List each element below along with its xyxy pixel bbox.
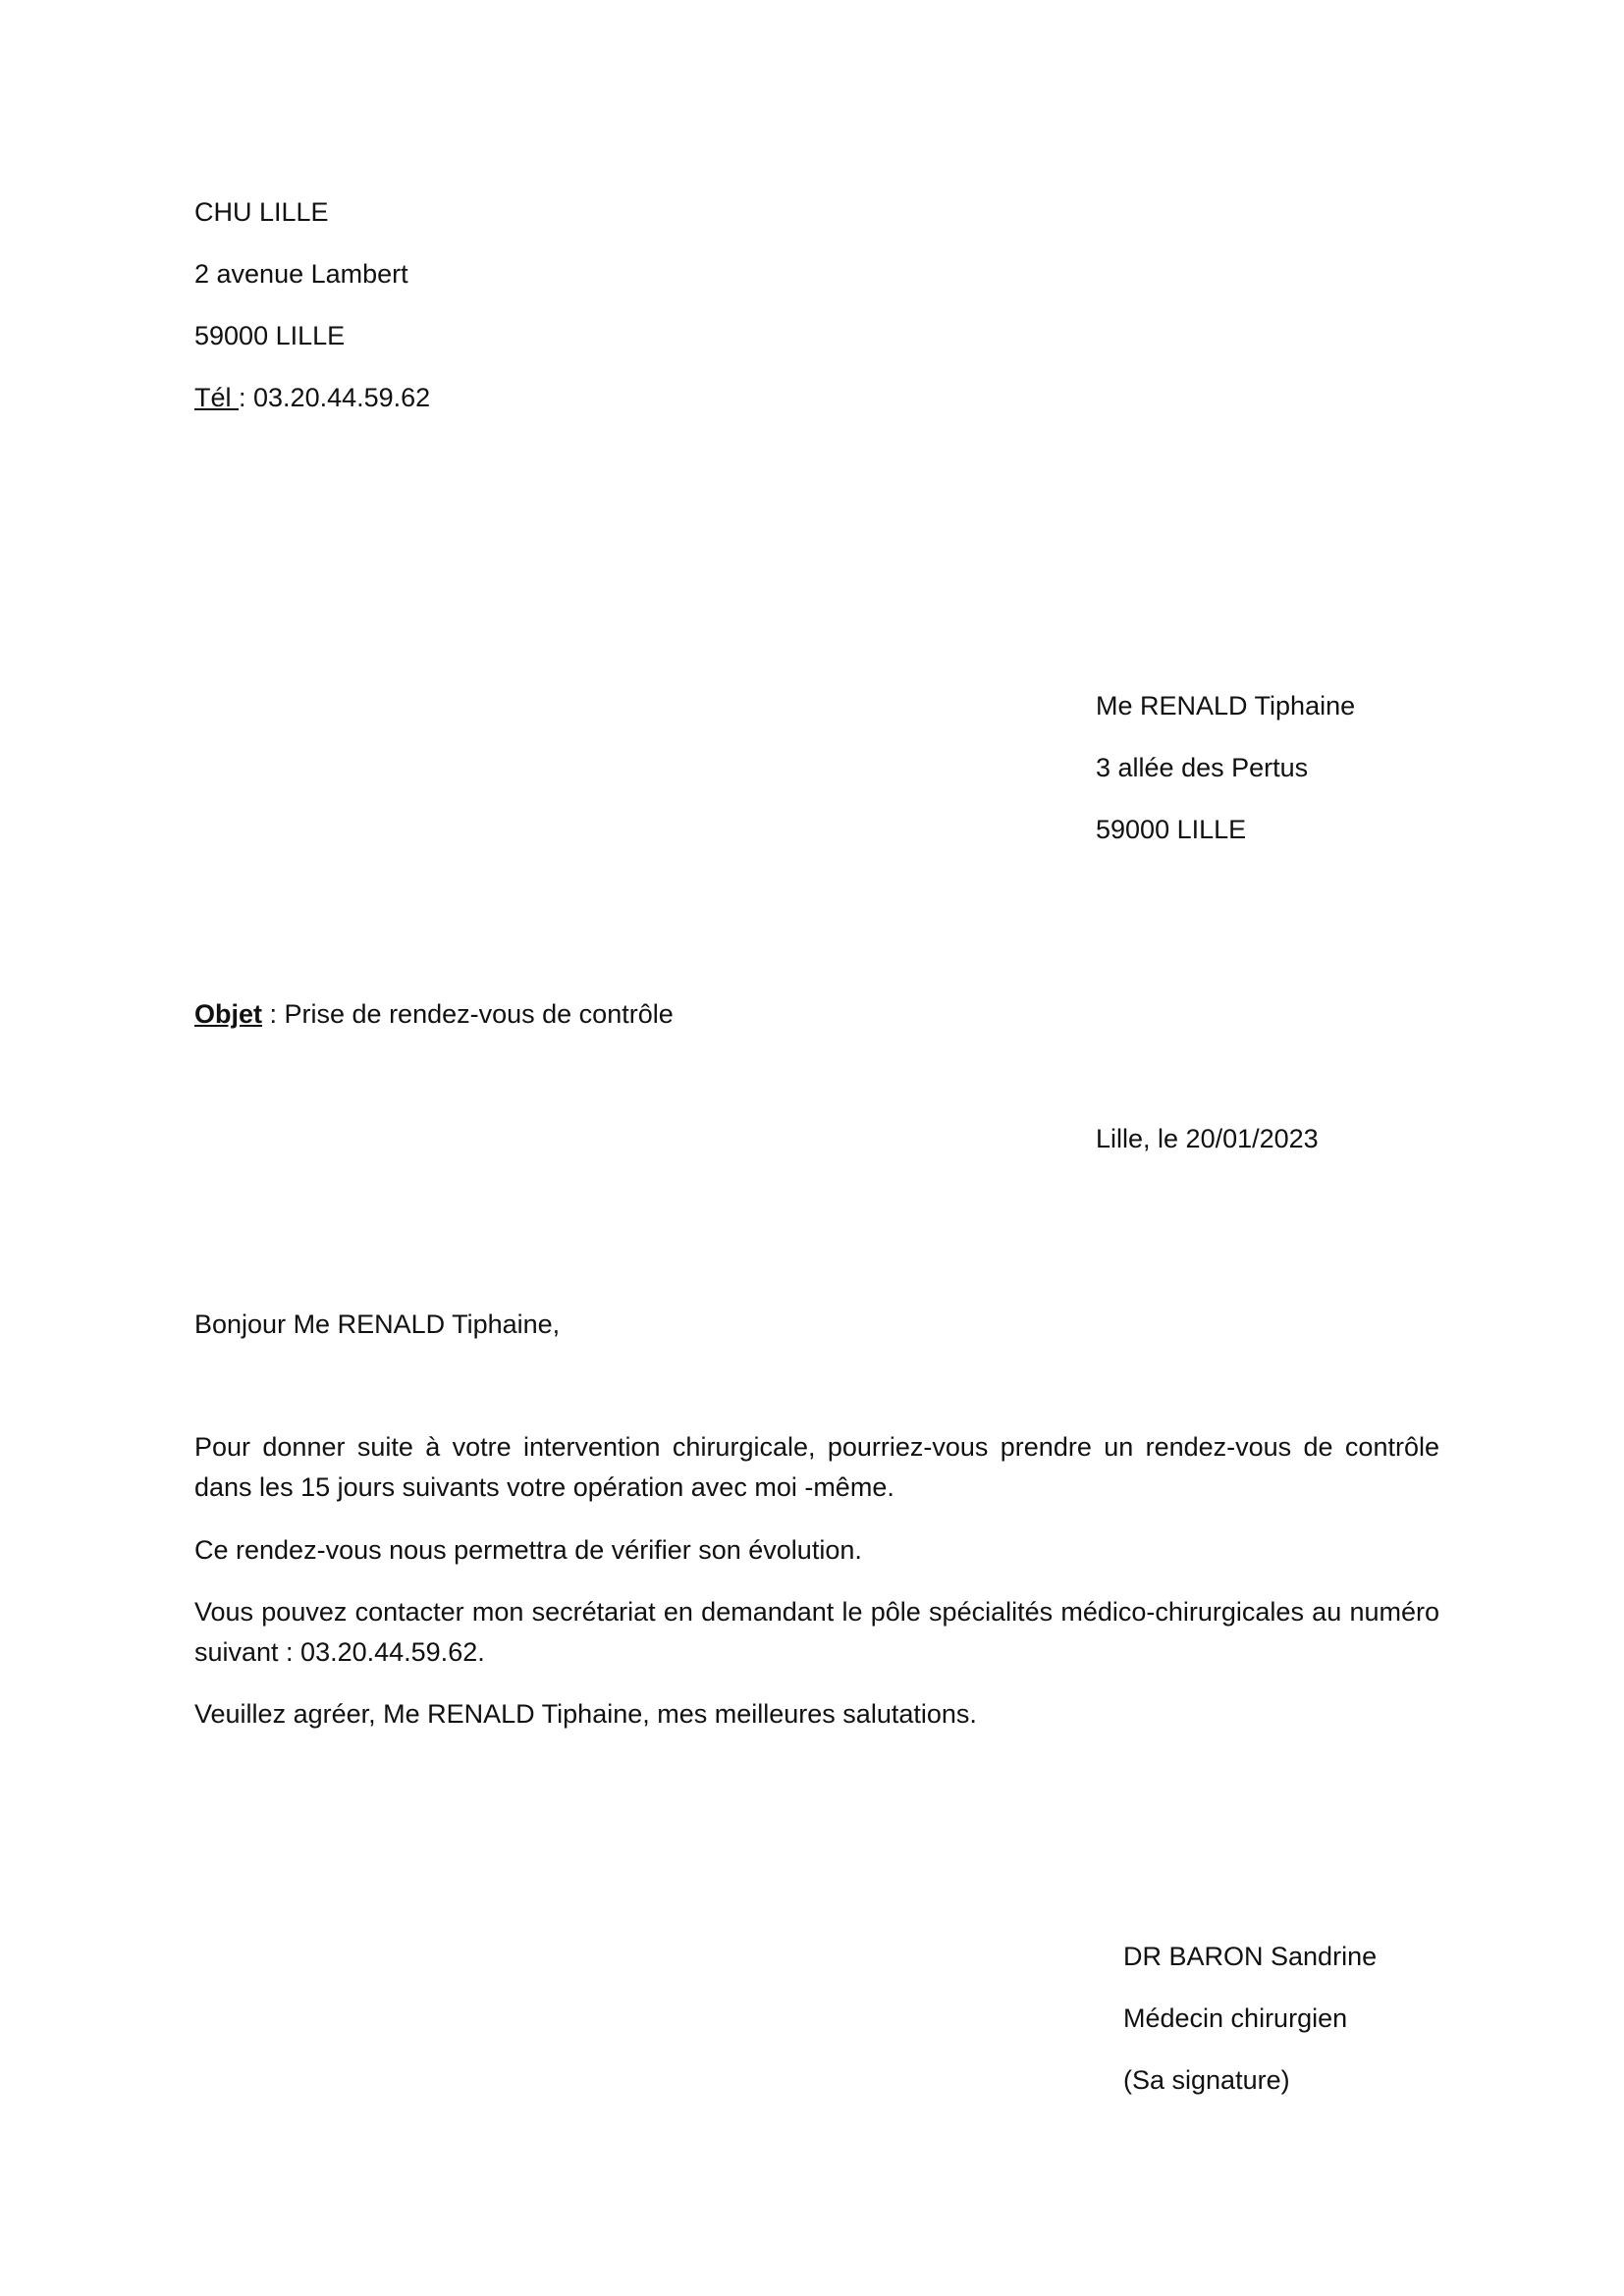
sender-phone-label: Tél xyxy=(194,383,240,412)
subject-line xyxy=(194,998,674,1030)
sender-phone xyxy=(194,382,430,413)
subject-text: : Prise de rendez-vous de contrôle xyxy=(262,999,674,1029)
body-closing: Veuillez agréer, Me RENALD Tiphaine, mes meilleures salutations. xyxy=(194,1699,977,1729)
sender-name: CHU LILLE xyxy=(194,197,329,227)
body-paragraph-3: Vous pouvez contacter mon secrétariat en demandant le pôle spécialités médico-chirurgicales au numéro suivant : 03.20.44.59.62. xyxy=(194,1597,1439,1667)
letter-date: Lille, le 20/01/2023 xyxy=(1096,1124,1319,1153)
signature-note: (Sa signature) xyxy=(1123,2065,1290,2095)
signature-name: DR BARON Sandrine xyxy=(1123,1942,1378,1971)
sender-street: 2 avenue Lambert xyxy=(194,259,408,289)
recipient-city: 59000 LILLE xyxy=(1096,815,1247,844)
signature-title: Médecin chirurgien xyxy=(1123,2003,1348,2033)
body-paragraph-2: Ce rendez-vous nous permettra de vérifier son évolution. xyxy=(194,1535,862,1565)
sender-city: 59000 LILLE xyxy=(194,321,346,350)
recipient-street: 3 allée des Pertus xyxy=(1096,753,1309,782)
subject-label: Objet xyxy=(194,999,263,1029)
sender-phone-value: : 03.20.44.59.62 xyxy=(239,383,431,412)
recipient-name: Me RENALD Tiphaine xyxy=(1096,691,1356,721)
greeting: Bonjour Me RENALD Tiphaine, xyxy=(194,1309,561,1339)
body-paragraph-1: Pour donner suite à votre intervention chirurgicale, pourriez-vous prendre un rendez-vous de contrôle dans les 15 jours suivants votre opération avec moi -même. xyxy=(194,1432,1439,1502)
